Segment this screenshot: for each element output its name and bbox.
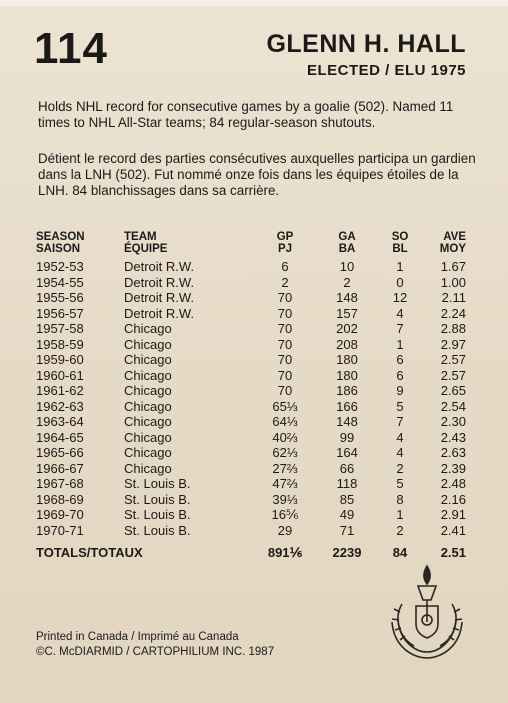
cell-ga: 85	[339, 491, 355, 507]
cell-so: 9	[396, 383, 404, 398]
player-name: GLENN H. HALL	[266, 30, 466, 58]
cell-gp: 70	[277, 367, 293, 383]
cell-so: 1	[396, 507, 404, 522]
cell-ave: 1.00	[440, 274, 466, 290]
table-row	[36, 461, 466, 477]
hall-of-fame-logo	[384, 562, 470, 662]
cell-so: 1	[396, 259, 404, 274]
cell-team: Chicago	[124, 321, 172, 336]
cell-team: Detroit R.W.	[124, 305, 195, 321]
cell-so: 5	[396, 398, 404, 414]
table-row	[36, 492, 466, 508]
header-so: SO BL	[391, 231, 409, 255]
cell-season: 1965-66	[36, 445, 84, 460]
cell-so: 0	[396, 274, 404, 290]
bio-english: Holds NHL record for consecutive games by a goalie (502). Named 11 times to NHL All-Star teams; 84 regular-season shutouts.	[38, 99, 454, 130]
cell-ave: 2.91	[440, 507, 466, 522]
cell-gp: 70	[277, 305, 293, 321]
table-header-row	[36, 231, 466, 259]
cell-ave: 2.65	[440, 383, 466, 398]
cell-ga: 180	[336, 367, 358, 383]
cell-gp: 6	[281, 259, 289, 274]
cell-ga: 71	[339, 522, 355, 538]
cell-team: Detroit R.W.	[124, 274, 195, 290]
cell-ga: 157	[336, 305, 358, 321]
cell-team: Chicago	[124, 352, 172, 367]
cell-season: 1958-59	[36, 336, 84, 352]
cell-ave: 2.16	[440, 491, 466, 507]
cell-gp: 70	[277, 321, 293, 336]
table-row	[36, 337, 466, 353]
cell-so: 6	[396, 367, 404, 383]
copyright-line: ©C. McDIARMID / CARTOPHILIUM INC. 1987	[36, 646, 275, 658]
cell-gp: 70	[277, 352, 293, 367]
cell-season: 1966-67	[36, 460, 84, 476]
cell-ave: 2.57	[440, 352, 466, 367]
table-row	[36, 414, 466, 430]
cell-so: 8	[396, 491, 404, 507]
cell-season: 1961-62	[36, 383, 84, 398]
table-row	[36, 507, 466, 523]
table-row	[36, 430, 466, 446]
header-season: SEASON SAISON	[36, 231, 85, 255]
cell-ave: 2.88	[440, 321, 466, 336]
cell-ga: 2	[343, 274, 351, 290]
table-row	[36, 306, 466, 322]
cell-ave: 2.41	[440, 522, 466, 538]
cell-so: 4	[396, 445, 404, 460]
card-top-edge	[0, 0, 508, 6]
table-row	[36, 275, 466, 291]
cell-gp: 40⅔	[272, 429, 298, 445]
cell-gp: 70	[277, 336, 293, 352]
totals-row	[36, 538, 466, 562]
totals-ave: 2.51	[440, 545, 466, 561]
career-stats-table	[36, 231, 466, 562]
cell-season: 1956-57	[36, 305, 84, 321]
cell-team: Detroit R.W.	[124, 290, 195, 305]
table-row	[36, 290, 466, 306]
cell-ga: 66	[339, 460, 355, 476]
cell-ave: 2.39	[440, 460, 466, 476]
cell-ga: 10	[339, 259, 355, 274]
cell-season: 1964-65	[36, 429, 84, 445]
cell-ga: 164	[336, 445, 358, 460]
cell-so: 6	[396, 352, 404, 367]
cell-so: 7	[396, 414, 404, 429]
cell-ave: 1.67	[440, 259, 466, 274]
cell-team: Detroit R.W.	[124, 259, 195, 274]
table-row	[36, 445, 466, 461]
cell-team: St. Louis B.	[124, 491, 191, 507]
cell-team: Chicago	[124, 398, 172, 414]
cell-ga: 99	[339, 429, 355, 445]
table-row	[36, 368, 466, 384]
cell-gp: 65⅓	[272, 398, 298, 414]
cell-gp: 27⅔	[272, 460, 298, 476]
cell-ga: 49	[339, 507, 355, 522]
totals-ga: 2239	[332, 545, 362, 561]
cell-gp: 39⅓	[272, 491, 298, 507]
cell-so: 2	[396, 522, 404, 538]
table-row	[36, 523, 466, 539]
cell-team: Chicago	[124, 383, 172, 398]
cell-ave: 2.97	[440, 336, 466, 352]
cell-season: 1967-68	[36, 476, 84, 491]
header-ga: GA BA	[338, 231, 356, 255]
cell-so: 5	[396, 476, 404, 491]
cell-gp: 29	[277, 522, 293, 538]
cell-season: 1963-64	[36, 414, 84, 429]
totals-gp: 891⅙	[267, 545, 303, 561]
table-row	[36, 399, 466, 415]
cell-ave: 2.11	[441, 290, 466, 305]
cell-ga: 186	[336, 383, 358, 398]
totals-so: 84	[392, 545, 408, 561]
cell-team: Chicago	[124, 445, 172, 460]
table-row	[36, 321, 466, 337]
cell-season: 1970-71	[36, 522, 84, 538]
cell-ga: 180	[336, 352, 358, 367]
cell-team: Chicago	[124, 460, 172, 476]
cell-season: 1968-69	[36, 491, 84, 507]
table-row	[36, 259, 466, 275]
cell-gp: 70	[277, 383, 293, 398]
cell-season: 1959-60	[36, 352, 84, 367]
cell-season: 1957-58	[36, 321, 84, 336]
cell-ga: 118	[336, 476, 358, 491]
cell-team: St. Louis B.	[124, 476, 191, 491]
bio-french: Détient le record des parties consécutives auxquelles participa un gardien dans la LNH (502). Fut nommé onze fois dans les équipes étoiles de la LNH. 84 blanchissages dans sa carrière.	[38, 151, 476, 198]
cell-so: 1	[396, 336, 404, 352]
cell-ave: 2.43	[440, 429, 466, 445]
cell-season: 1954-55	[36, 274, 84, 290]
cell-ga: 148	[336, 290, 358, 305]
cell-so: 7	[396, 321, 404, 336]
cell-so: 2	[396, 460, 404, 476]
cell-gp: 64⅓	[272, 414, 298, 429]
cell-season: 1962-63	[36, 398, 84, 414]
cell-season: 1955-56	[36, 290, 84, 305]
cell-ave: 2.24	[440, 305, 466, 321]
stats-body	[36, 259, 466, 538]
cell-team: Chicago	[124, 429, 172, 445]
cell-so: 4	[396, 305, 404, 321]
cell-season: 1960-61	[36, 367, 84, 383]
cell-team: Chicago	[124, 336, 172, 352]
printed-in-canada: Printed in Canada / Imprimé au Canada	[36, 631, 239, 643]
cell-gp: 47⅔	[272, 476, 298, 491]
cell-ga: 208	[336, 336, 358, 352]
cell-ga: 148	[336, 414, 358, 429]
cell-ave: 2.63	[440, 445, 466, 460]
cell-ave: 2.54	[440, 398, 466, 414]
table-row	[36, 383, 466, 399]
cell-team: St. Louis B.	[124, 522, 191, 538]
header-team: TEAM ÉQUIPE	[124, 231, 168, 255]
table-row	[36, 476, 466, 492]
totals-label: TOTALS/TOTAUX	[36, 545, 143, 561]
cell-ga: 202	[336, 321, 358, 336]
cell-ave: 2.30	[440, 414, 466, 429]
cell-gp: 2	[281, 274, 289, 290]
cell-ave: 2.48	[440, 476, 466, 491]
cell-gp: 62⅓	[272, 445, 298, 460]
cell-team: Chicago	[124, 414, 172, 429]
cell-season: 1969-70	[36, 507, 84, 522]
cell-so: 4	[396, 429, 404, 445]
cell-ave: 2.57	[440, 367, 466, 383]
cell-season: 1952-53	[36, 259, 84, 274]
cell-gp: 16⅚	[271, 507, 299, 522]
cell-gp: 70	[277, 290, 293, 305]
card-number: 114	[34, 24, 108, 73]
cell-team: St. Louis B.	[124, 507, 191, 522]
cell-so: 12	[392, 290, 408, 305]
table-row	[36, 352, 466, 368]
header-ave: AVE MOY	[439, 231, 466, 255]
elected-year: ELECTED / ELU 1975	[306, 62, 466, 79]
cell-ga: 166	[336, 398, 358, 414]
header-gp: GP PJ	[276, 231, 294, 255]
cell-team: Chicago	[124, 367, 172, 383]
